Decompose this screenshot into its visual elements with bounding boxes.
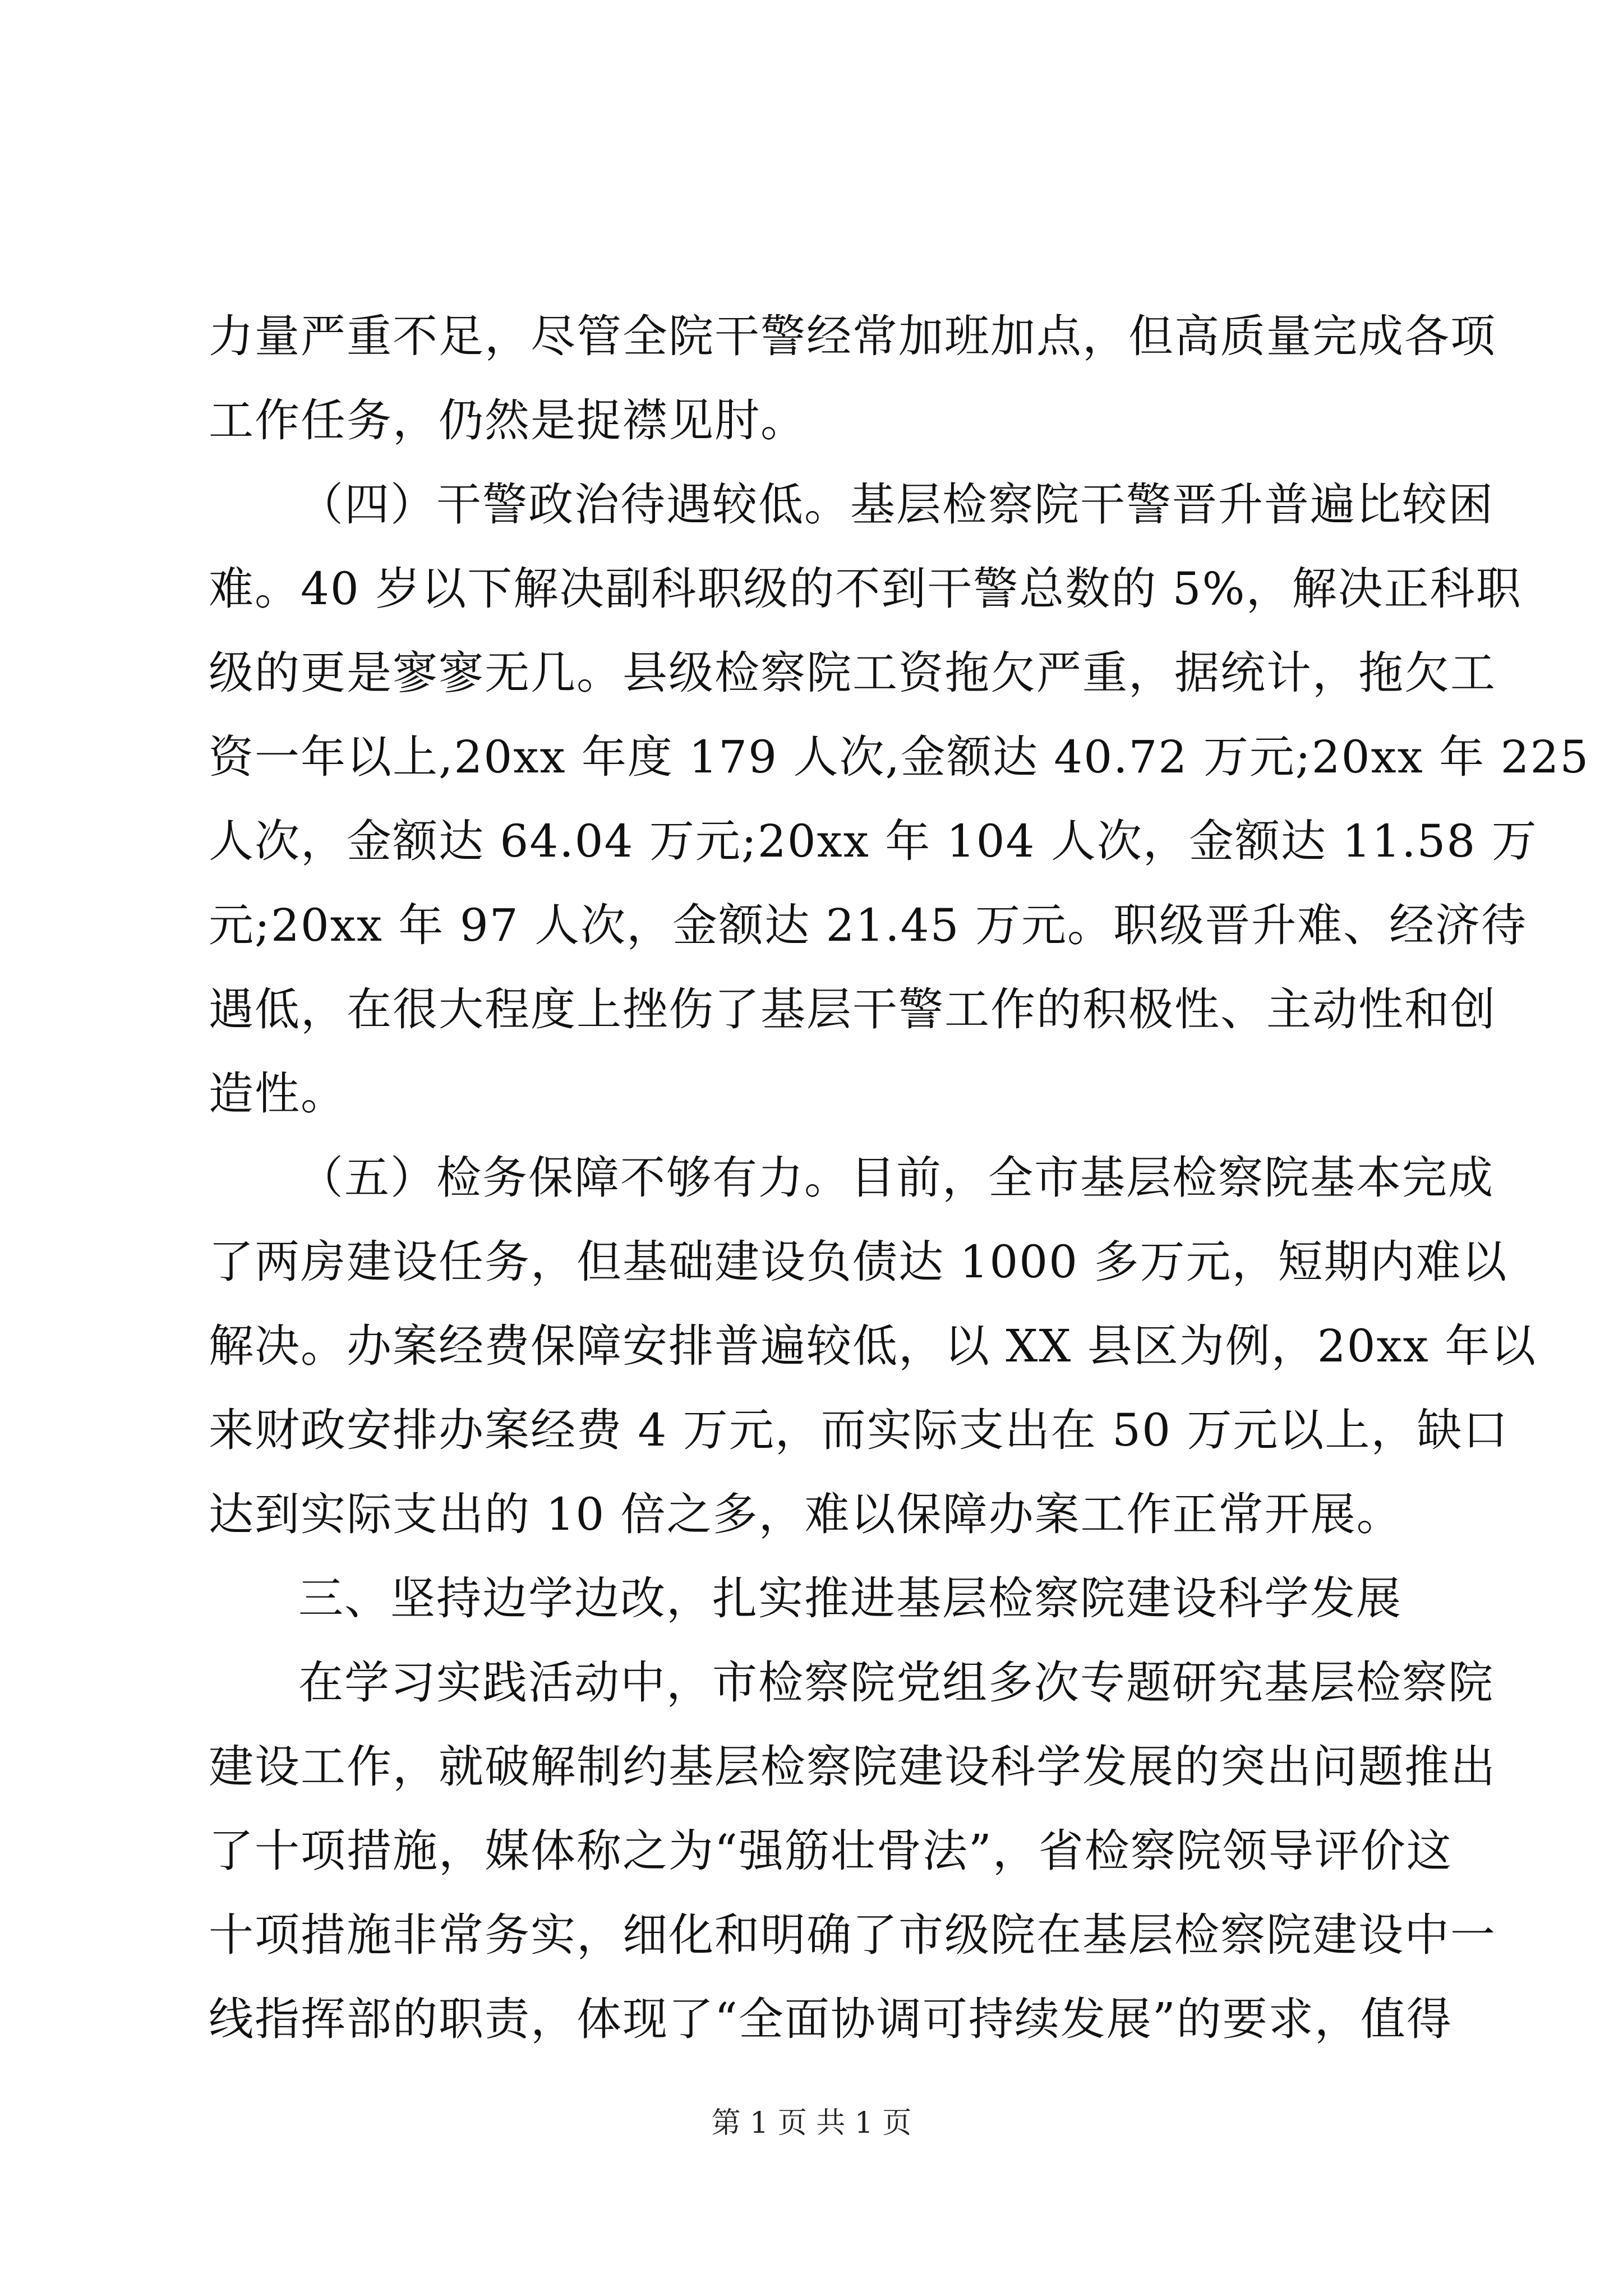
text-line: 级的更是寥寥无几。县级检察院工资拖欠严重，据统计，拖欠工 [209,647,1496,699]
text-line: 了两房建设任务，但基础建设负债达 1000 多万元，短期内难以 [209,1236,1508,1288]
paragraph-heading-line: （四）干警政治待遇较低。基层检察院干警晋升普遍比较困 [298,478,1494,531]
text-line: 来财政安排办案经费 4 万元，而实际支出在 50 万元以上，缺口 [209,1404,1509,1456]
text-line: 资一年以上,20xx 年度 179 人次,金额达 40.72 万元;20xx 年 225 [209,731,1590,783]
text-line: 工作任务，仍然是捉襟见肘。 [209,394,806,447]
text-line: 建设工作，就破解制约基层检察院建设科学发展的突出问题推出 [209,1741,1496,1793]
page-footer [0,2104,1623,2143]
page-number-label: 第 1 页 共 1 页 [711,2106,912,2140]
text-line: 力量严重不足，尽管全院干警经常加班加点，但高质量完成各项 [209,310,1496,362]
text-line: 难。40 岁以下解决副科职级的不到干警总数的 5%，解决正科职 [209,563,1522,615]
text-line: 了十项措施，媒体称之为“强筋壮骨法”，省检察院领导评价这 [209,1825,1453,1877]
text-line: 十项措施非常务实，细化和明确了市级院在基层检察院建设中一 [209,1909,1496,1961]
text-line: 解决。办案经费保障安排普遍较低，以 XX 县区为例，20xx 年以 [209,1320,1537,1372]
text-line: 遇低，在很大程度上挫伤了基层干警工作的积极性、主动性和创 [209,983,1496,1036]
paragraph-heading-line: （五）检务保障不够有力。目前，全市基层检察院基本完成 [298,1152,1494,1204]
text-line: 造性。 [209,1068,347,1120]
text-line: 人次，金额达 64.04 万元;20xx 年 104 人次，金额达 11.58 万 [209,815,1538,867]
text-line: 达到实际支出的 10 倍之多，难以保障办案工作正常开展。 [209,1488,1403,1540]
document-body [209,295,1590,2062]
text-line: 线指挥部的职责，体现了“全面协调可持续发展”的要求，值得 [209,1993,1453,2045]
text-line: 元;20xx 年 97 人次，金额达 21.45 万元。职级晋升难、经济待 [209,899,1527,951]
paragraph-start-line: 在学习实践活动中，市检察院党组多次专题研究基层检察院 [298,1657,1494,1709]
section-heading: 三、坚持边学边改，扎实推进基层检察院建设科学发展 [298,1572,1402,1625]
